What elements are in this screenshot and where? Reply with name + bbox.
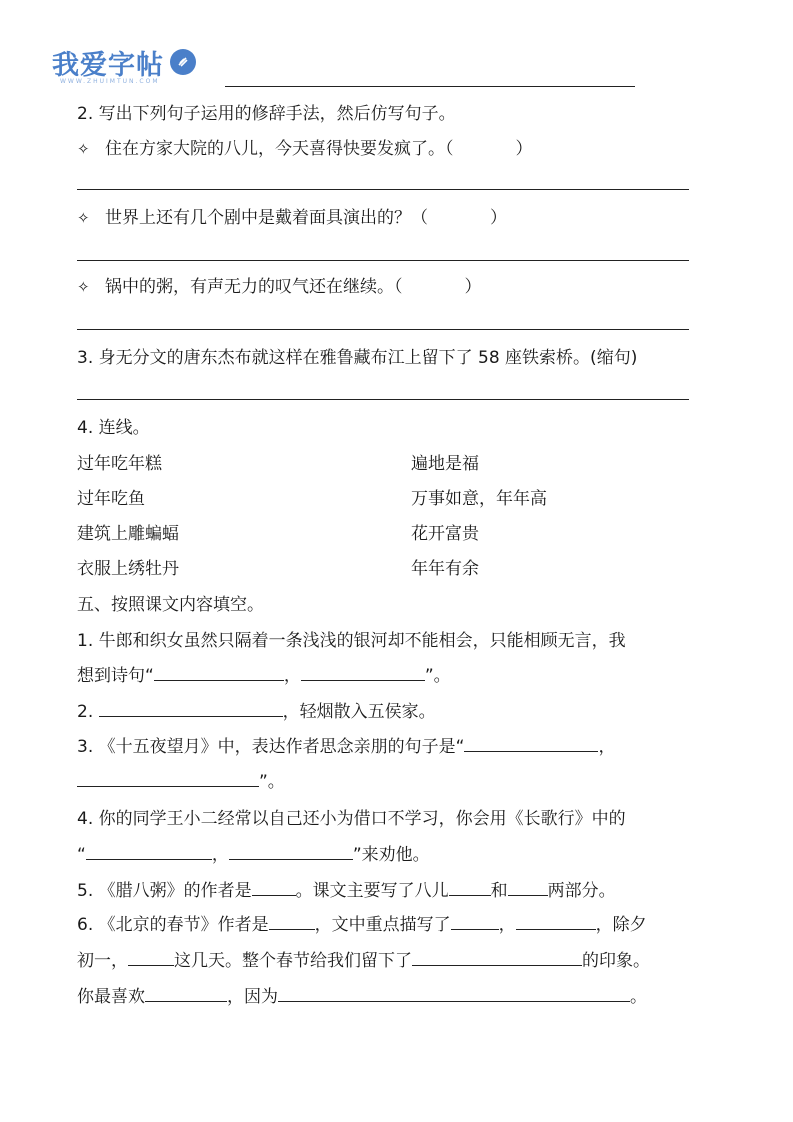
fill-blank[interactable]	[451, 913, 499, 930]
q2-item-2: ✧ 世界上还有几个剧中是戴着面具演出的？（ ）	[77, 208, 507, 228]
header-rule	[225, 86, 635, 87]
fill-blank[interactable]	[145, 985, 227, 1002]
match-left-2[interactable]: 过年吃鱼	[77, 489, 145, 509]
fill-blank[interactable]	[508, 879, 548, 896]
s5-q5: 5. 《腊八粥》的作者是 。课文主要写了八儿 和 两部分。	[77, 881, 616, 901]
s5-q1-line2: 想到诗句“ ， ”。	[77, 666, 451, 686]
s5-q6-line2: 初一， 这几天。整个春节给我们留下了 的印象。	[77, 951, 650, 971]
fill-blank[interactable]	[128, 949, 174, 966]
fill-blank[interactable]	[464, 735, 598, 752]
fill-blank[interactable]	[301, 664, 425, 681]
fill-blank[interactable]	[278, 985, 630, 1002]
diamond-bullet-icon: ✧	[77, 140, 90, 158]
answer-line[interactable]	[77, 189, 689, 190]
fill-blank[interactable]	[269, 913, 315, 930]
q2-item-3: ✧ 锅中的粥，有声无力的叹气还在继续。（ ）	[77, 277, 482, 297]
s5-q1-line1: 1. 牛郎和织女虽然只隔着一条浅浅的银河却不能相会，只能相顾无言，我	[77, 631, 626, 651]
s5-q6-line1: 6. 《北京的春节》作者是 ，文中重点描写了 ， ，除夕	[77, 915, 647, 935]
watermark-sub: WWW.ZHUIMTUN.COM	[60, 78, 160, 85]
s5-q2: 2. ，轻烟散入五侯家。	[77, 702, 436, 722]
fill-blank[interactable]	[229, 843, 353, 860]
s5-q6-line3: 你最喜欢 ，因为 。	[77, 987, 647, 1007]
fill-blank[interactable]	[77, 770, 259, 787]
pen-icon	[170, 49, 196, 75]
section5-title: 五、按照课文内容填空。	[77, 595, 264, 615]
fill-blank[interactable]	[252, 879, 296, 896]
s5-q4-line1: 4. 你的同学王小二经常以自己还小为借口不学习，你会用《长歌行》中的	[77, 809, 626, 829]
s5-q4-line2: “ ， ”来劝他。	[77, 845, 430, 865]
watermark-text-2: 字帖	[108, 49, 164, 81]
match-left-1[interactable]: 过年吃年糕	[77, 454, 162, 474]
s5-q3-line2: ”。	[77, 770, 285, 794]
fill-blank[interactable]	[412, 949, 582, 966]
q3-title: 3. 身无分文的唐东杰布就这样在雅鲁藏布江上留下了 58 座铁索桥。(缩句)	[77, 348, 638, 368]
fill-blank[interactable]	[99, 700, 283, 717]
fill-blank[interactable]	[86, 843, 212, 860]
answer-line[interactable]	[77, 329, 689, 330]
q2-item-1: ✧ 住在方家大院的八儿，今天喜得快要发疯了。（ ）	[77, 139, 533, 159]
fill-blank[interactable]	[154, 664, 284, 681]
answer-line[interactable]	[77, 399, 689, 400]
fill-blank[interactable]	[449, 879, 491, 896]
answer-line[interactable]	[77, 260, 689, 261]
q2-title: 2. 写出下列句子运用的修辞手法，然后仿写句子。	[77, 104, 456, 124]
s5-q3-line1: 3. 《十五夜望月》中，表达作者思念亲朋的句子是“ ，	[77, 737, 616, 757]
diamond-bullet-icon: ✧	[77, 209, 90, 227]
match-right-1[interactable]: 遍地是福	[411, 454, 479, 474]
diamond-bullet-icon: ✧	[77, 278, 90, 296]
match-right-2[interactable]: 万事如意，年年高	[411, 489, 547, 509]
match-left-4[interactable]: 衣服上绣牡丹	[77, 559, 179, 579]
match-left-3[interactable]: 建筑上雕蝙蝠	[77, 524, 179, 544]
fill-blank[interactable]	[516, 913, 596, 930]
q4-title: 4. 连线。	[77, 418, 150, 438]
match-right-3[interactable]: 花开富贵	[411, 524, 479, 544]
watermark-text: 我爱	[52, 49, 108, 81]
match-right-4[interactable]: 年年有余	[411, 559, 479, 579]
